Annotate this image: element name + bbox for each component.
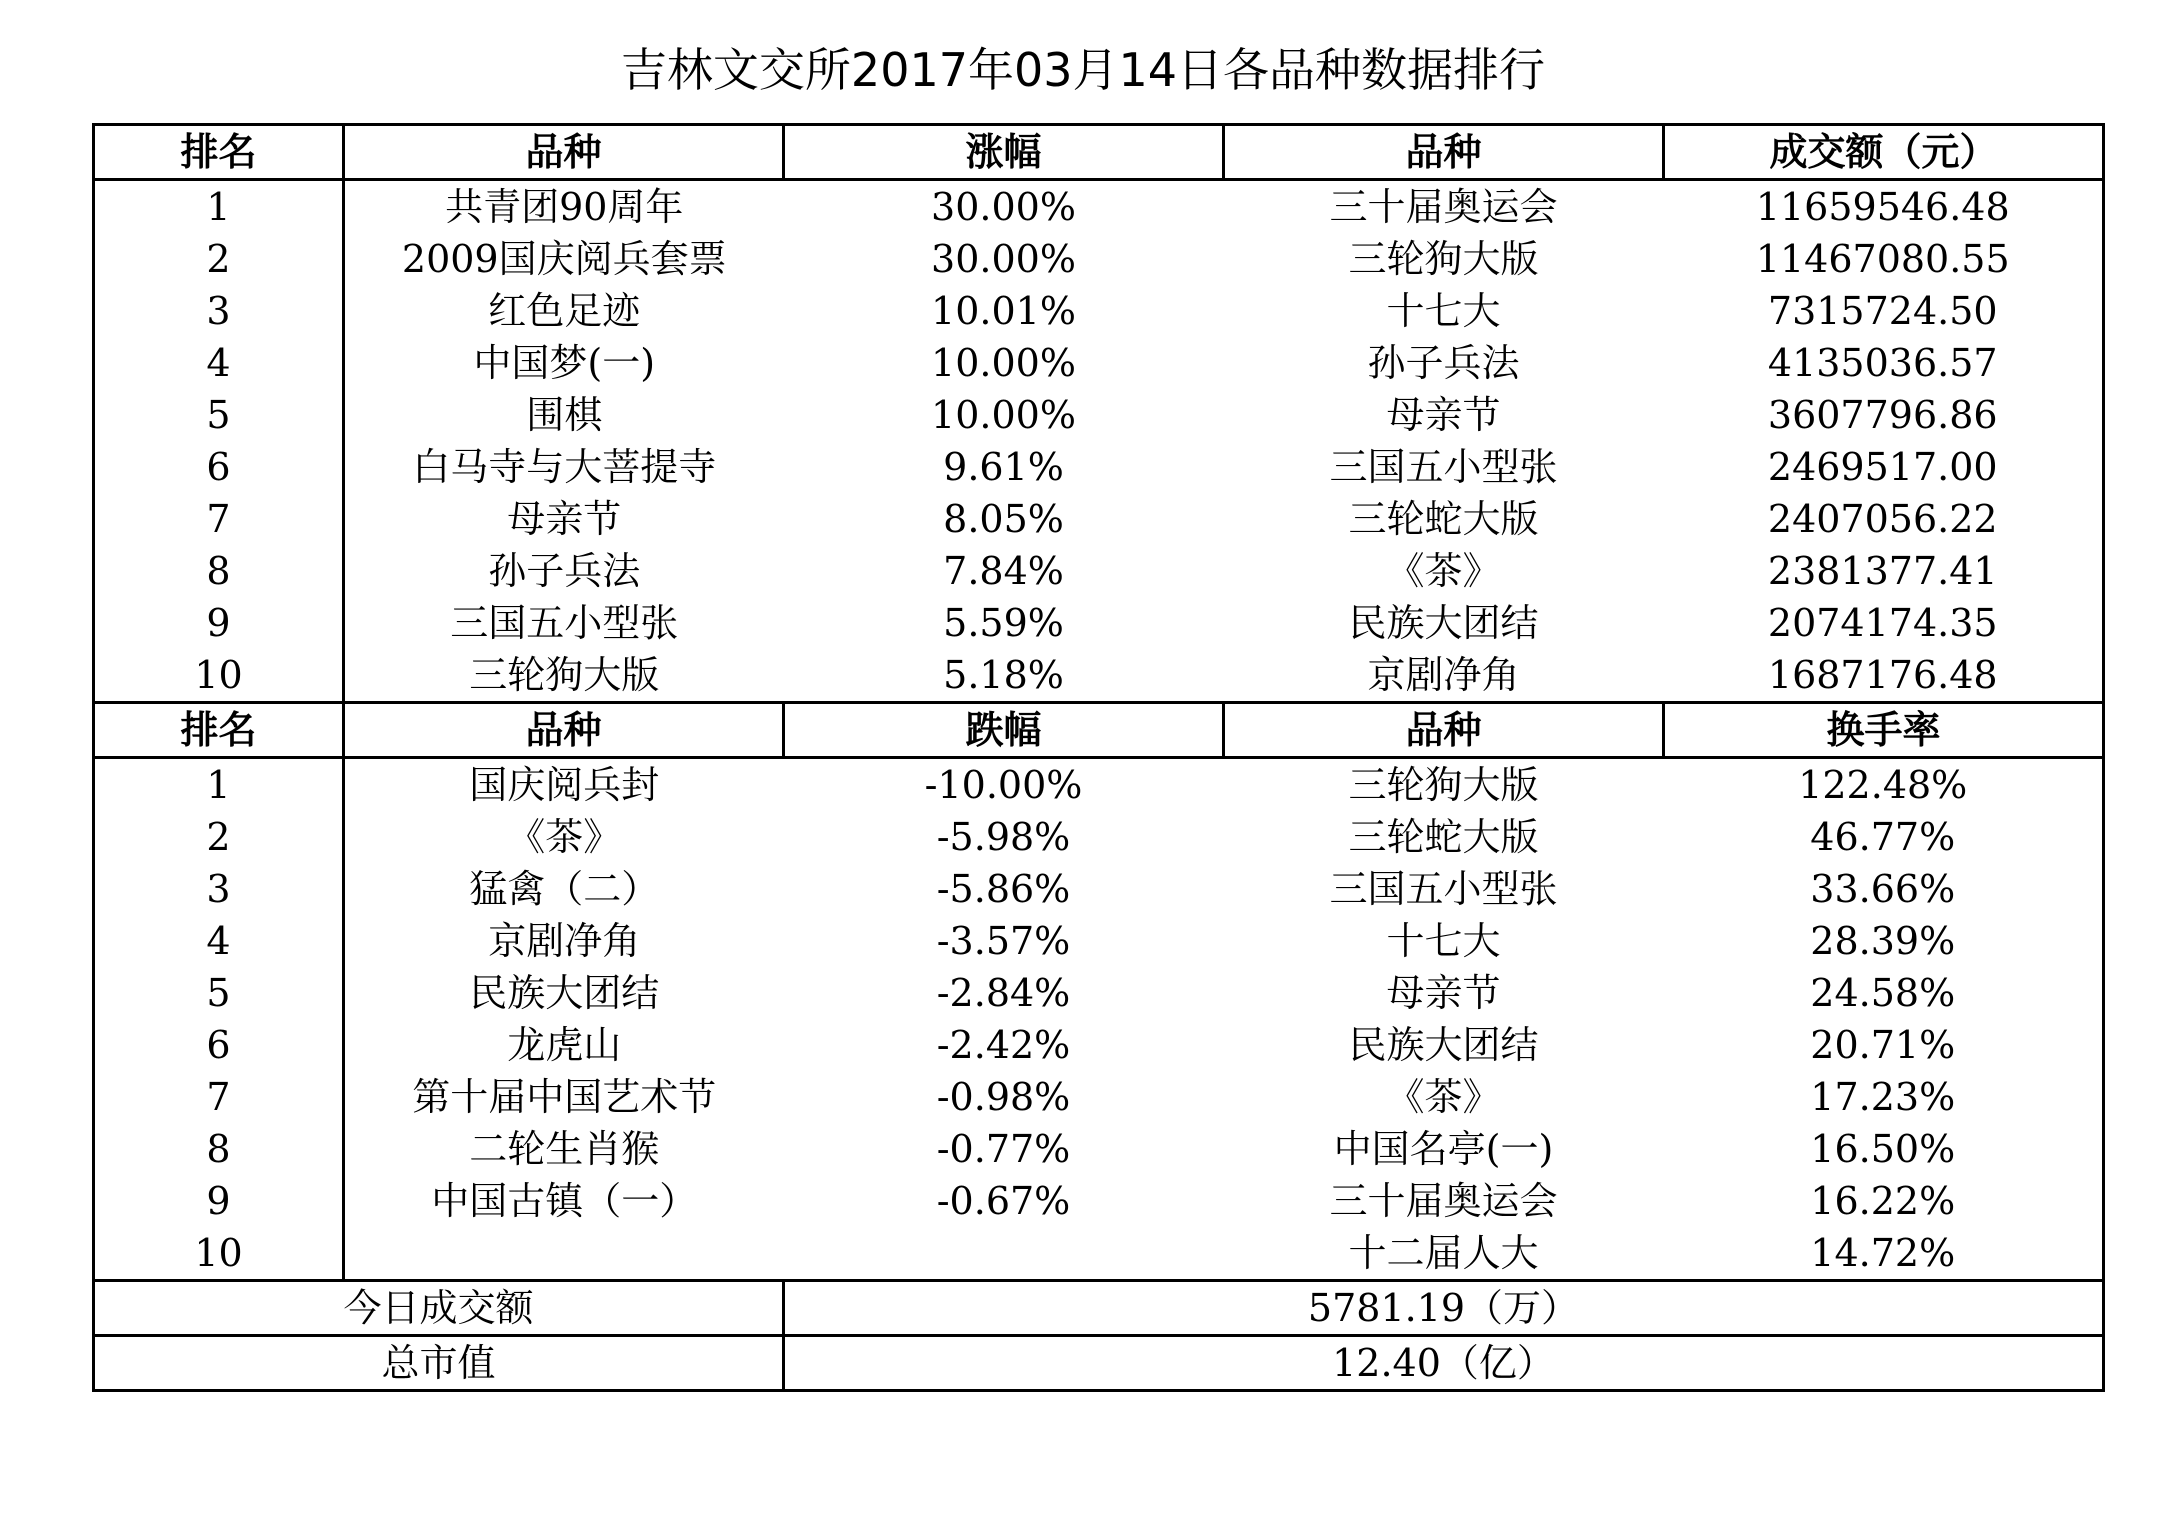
decline-cell: -0.77%	[936, 1127, 1071, 1171]
turnover-rate-cell: 20.71%	[1810, 1023, 1956, 1067]
summary-row-daily-volume	[94, 1281, 2104, 1336]
rank-cell: 7	[94, 1071, 344, 1123]
table-row	[94, 441, 2104, 493]
header-cell-rank: 排名	[94, 125, 344, 180]
gain-cell: 8.05%	[943, 497, 1064, 541]
rank-cell: 1	[94, 758, 344, 812]
variety-cell: 中国梦(一)	[473, 341, 656, 385]
variety-cell: 三国五小型张	[1329, 445, 1558, 489]
variety-cell: 三十届奥运会	[1329, 185, 1558, 229]
amount-cell: 7315724.50	[1767, 289, 1998, 333]
ranking-table	[92, 123, 2105, 1392]
variety-cell: 三轮狗大版	[1348, 763, 1539, 807]
summary-label: 今日成交额	[94, 1281, 784, 1336]
table-row	[94, 915, 2104, 967]
variety-cell: 《茶》	[1386, 1075, 1501, 1119]
rank-cell: 3	[94, 863, 344, 915]
header-cell-gain: 涨幅	[784, 125, 1224, 180]
amount-cell: 4135036.57	[1767, 341, 1998, 385]
table-row	[94, 863, 2104, 915]
rank-cell: 4	[94, 915, 344, 967]
summary-label: 总市值	[94, 1336, 784, 1391]
variety-cell: 国庆阅兵封	[469, 763, 660, 807]
decline-cell: -2.42%	[936, 1023, 1071, 1067]
variety-cell	[344, 1227, 784, 1281]
turnover-rate-cell: 33.66%	[1810, 867, 1956, 911]
decline-cell: -0.98%	[936, 1075, 1071, 1119]
rank-cell: 5	[94, 389, 344, 441]
gain-cell: 5.18%	[943, 653, 1064, 697]
table-row	[94, 1019, 2104, 1071]
variety-cell: 孙子兵法	[488, 549, 641, 593]
variety-cell: 白马寺与大菩提寺	[412, 445, 717, 489]
gain-cell: 10.00%	[931, 393, 1076, 437]
variety-cell: 三轮蛇大版	[1348, 497, 1539, 541]
amount-cell: 2407056.22	[1767, 497, 1998, 541]
variety-cell: 2009国庆阅兵套票	[401, 237, 727, 281]
turnover-rate-cell: 17.23%	[1810, 1075, 1956, 1119]
header-cell-decline: 跌幅	[784, 703, 1224, 758]
table-row	[94, 389, 2104, 441]
amount-cell: 1687176.48	[1767, 653, 1998, 697]
header-cell-variety: 品种	[344, 125, 784, 180]
rank-cell: 2	[94, 811, 344, 863]
variety-cell: 龙虎山	[507, 1023, 622, 1067]
table-row	[94, 1227, 2104, 1281]
amount-cell: 2469517.00	[1767, 445, 1998, 489]
variety-cell: 三国五小型张	[1329, 867, 1558, 911]
variety-cell: 十二届人大	[1348, 1231, 1539, 1275]
rank-cell: 8	[94, 545, 344, 597]
gain-cell: 30.00%	[931, 185, 1076, 229]
header-cell-rank: 排名	[94, 703, 344, 758]
variety-cell: 十七大	[1386, 919, 1501, 963]
rank-cell: 6	[94, 1019, 344, 1071]
variety-cell: 三轮狗大版	[1348, 237, 1539, 281]
rank-cell: 5	[94, 967, 344, 1019]
gain-cell: 10.00%	[931, 341, 1076, 385]
header-row-gainers	[94, 125, 2104, 180]
gain-cell: 30.00%	[931, 237, 1076, 281]
gain-cell: 9.61%	[943, 445, 1064, 489]
gain-cell: 7.84%	[943, 549, 1064, 593]
turnover-rate-cell: 16.50%	[1810, 1127, 1956, 1171]
variety-cell: 京剧净角	[488, 919, 641, 963]
table-row	[94, 233, 2104, 285]
variety-cell: 民族大团结	[469, 971, 660, 1015]
rank-cell: 10	[94, 1227, 344, 1281]
variety-cell: 三国五小型张	[450, 601, 679, 645]
turnover-rate-cell: 14.72%	[1810, 1231, 1956, 1275]
amount-cell: 2381377.41	[1767, 549, 1998, 593]
rank-cell: 3	[94, 285, 344, 337]
variety-cell: 京剧净角	[1367, 653, 1520, 697]
variety-cell: 猛禽（二）	[469, 867, 660, 911]
header-cell-variety-turnover: 品种	[1224, 703, 1664, 758]
rank-cell: 4	[94, 337, 344, 389]
variety-cell: 民族大团结	[1348, 1023, 1539, 1067]
table-row	[94, 1071, 2104, 1123]
variety-cell: 围棋	[526, 393, 603, 437]
amount-cell: 2074174.35	[1767, 601, 1998, 645]
variety-cell: 十七大	[1386, 289, 1501, 333]
table-row	[94, 337, 2104, 389]
variety-cell: 母亲节	[1386, 971, 1501, 1015]
decline-cell: -2.84%	[936, 971, 1071, 1015]
decline-cell: -5.98%	[936, 815, 1071, 859]
variety-cell: 中国古镇（一）	[431, 1179, 698, 1223]
rank-cell: 6	[94, 441, 344, 493]
decline-cell: -10.00%	[924, 763, 1083, 807]
table-row	[94, 967, 2104, 1019]
gain-cell: 10.01%	[931, 289, 1076, 333]
gain-cell: 5.59%	[943, 601, 1064, 645]
variety-cell: 《茶》	[507, 815, 622, 859]
variety-cell: 母亲节	[1386, 393, 1501, 437]
table-row	[94, 545, 2104, 597]
amount-cell: 3607796.86	[1767, 393, 1998, 437]
header-cell-turnover-amount: 成交额（元）	[1664, 125, 2104, 180]
table-row	[94, 649, 2104, 703]
header-cell-variety-volume: 品种	[1224, 125, 1664, 180]
header-cell-turnover-rate: 换手率	[1664, 703, 2104, 758]
table-row	[94, 811, 2104, 863]
table-row	[94, 758, 2104, 812]
variety-cell: 中国名亭(一)	[1333, 1127, 1554, 1171]
variety-cell: 红色足迹	[488, 289, 641, 333]
table-row	[94, 493, 2104, 545]
variety-cell: 《茶》	[1386, 549, 1501, 593]
rank-cell: 1	[94, 180, 344, 234]
rank-cell: 2	[94, 233, 344, 285]
turnover-rate-cell: 28.39%	[1810, 919, 1956, 963]
page-title: 吉林文交所2017年03月14日各品种数据排行	[620, 43, 1546, 97]
summary-value: 12.40（亿）	[784, 1336, 2104, 1391]
table-row	[94, 1175, 2104, 1227]
variety-cell: 二轮生肖猴	[469, 1127, 660, 1171]
variety-cell: 共青团90周年	[445, 185, 684, 229]
rank-cell: 9	[94, 1175, 344, 1227]
rank-cell: 9	[94, 597, 344, 649]
table-row	[94, 597, 2104, 649]
amount-cell: 11659546.48	[1755, 185, 2010, 229]
table-row	[94, 285, 2104, 337]
decline-cell: -0.67%	[936, 1179, 1071, 1223]
turnover-rate-cell: 24.58%	[1810, 971, 1956, 1015]
variety-cell: 三十届奥运会	[1329, 1179, 1558, 1223]
variety-cell: 民族大团结	[1348, 601, 1539, 645]
variety-cell: 三轮蛇大版	[1348, 815, 1539, 859]
table-row	[94, 180, 2104, 234]
amount-cell: 11467080.55	[1755, 237, 2010, 281]
turnover-rate-cell: 16.22%	[1810, 1179, 1956, 1223]
rank-cell: 8	[94, 1123, 344, 1175]
summary-row-market-value	[94, 1336, 2104, 1391]
variety-cell: 三轮狗大版	[469, 653, 660, 697]
header-row-losers	[94, 703, 2104, 758]
ranking-table-body	[94, 125, 2104, 1391]
decline-cell: -3.57%	[936, 919, 1071, 963]
rank-cell: 10	[94, 649, 344, 703]
turnover-rate-cell: 122.48%	[1798, 763, 1968, 807]
decline-cell: -5.86%	[936, 867, 1071, 911]
decline-cell	[784, 1227, 1224, 1281]
header-cell-variety: 品种	[344, 703, 784, 758]
variety-cell: 孙子兵法	[1367, 341, 1520, 385]
turnover-rate-cell: 46.77%	[1810, 815, 1956, 859]
summary-value: 5781.19（万）	[784, 1281, 2104, 1336]
table-row	[94, 1123, 2104, 1175]
variety-cell: 第十届中国艺术节	[412, 1075, 717, 1119]
variety-cell: 母亲节	[507, 497, 622, 541]
rank-cell: 7	[94, 493, 344, 545]
